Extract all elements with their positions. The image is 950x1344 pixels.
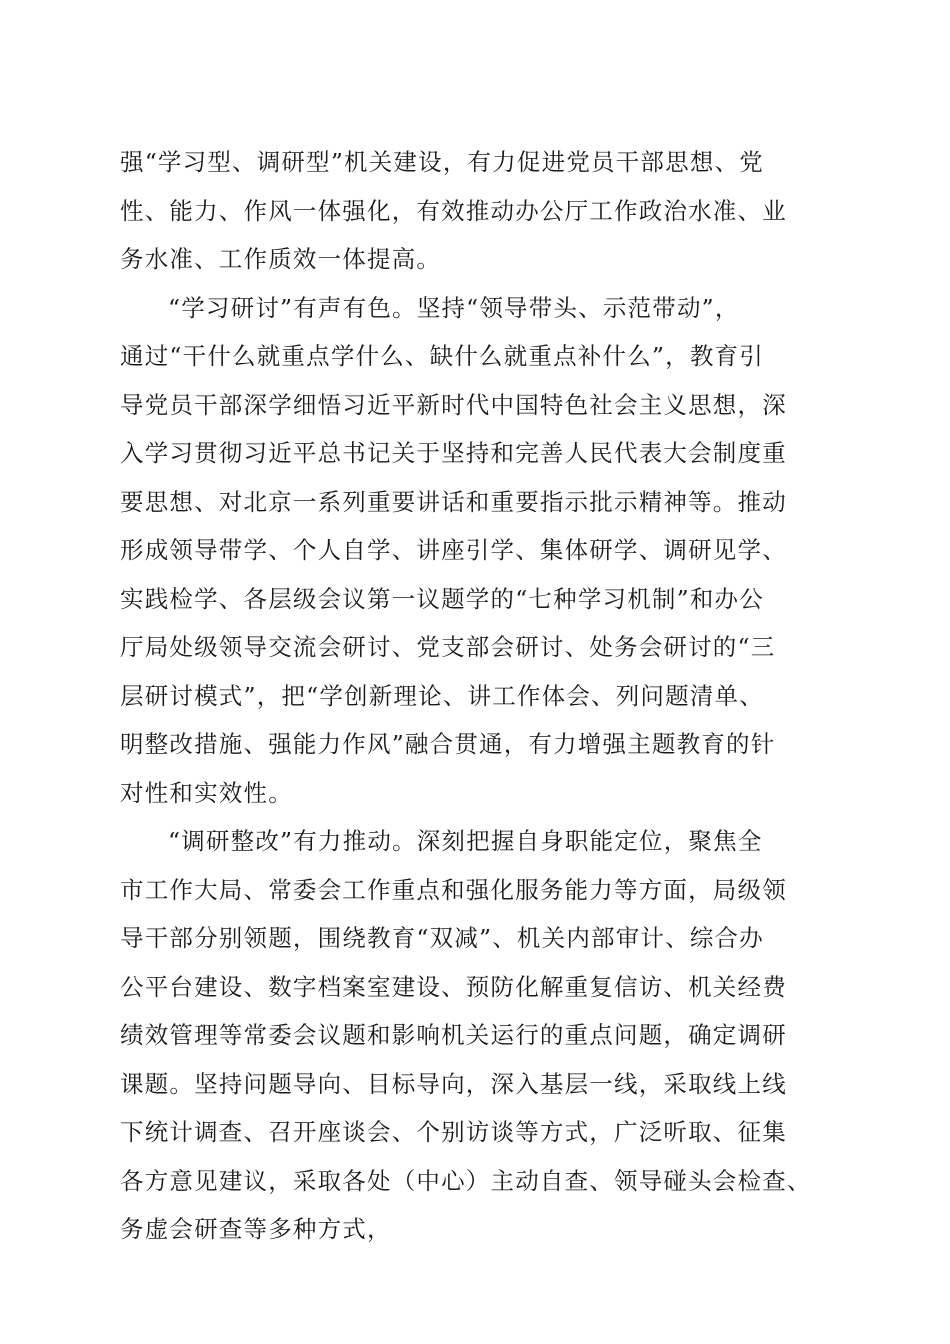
- text-line: 市工作大局、常委会工作重点和强化服务能力等方面，局级领: [120, 875, 787, 904]
- paragraph-research-rectification: [120, 817, 832, 1254]
- text-line: “学习研讨”有声有色。坚持“领导带头、示范带动”，: [168, 293, 740, 322]
- document-body: [120, 138, 832, 1254]
- text-line: 厅局处级领导交流会研讨、党支部会研讨、处务会研讨的“三: [120, 633, 776, 661]
- text-line: 对性和实效性。: [120, 778, 293, 807]
- text-line: 导党员干部深学细悟习近平新时代中国特色社会主义思想，深: [120, 390, 787, 419]
- text-line: 导干部分别领题，围绕教育“双减”、机关内部审计、综合办: [120, 924, 764, 952]
- text-line: 要思想、对北京一系列重要讲话和重要指示批示精神等。推动: [120, 487, 787, 516]
- text-line: 下统计调查、召开座谈会、个别访谈等方式，广泛听取、征集: [120, 1118, 787, 1146]
- text-line: 层研讨模式”，把“学创新理论、讲工作体会、列问题清单、: [120, 681, 764, 710]
- text-line: 性、能力、作风一体强化，有效推动办公厅工作政治水准、业: [120, 196, 787, 225]
- text-line: 形成领导带学、个人自学、讲座引学、集体研学、调研见学、: [120, 536, 787, 564]
- text-line: 务虚会研查等多种方式，: [120, 1215, 392, 1243]
- text-line: 通过“干什么就重点学什么、缺什么就重点补什么”，教育引: [120, 342, 764, 370]
- text-line: 各方意见建议，采取各处（中心）主动自查、领导碰头会检查、: [120, 1166, 812, 1195]
- text-line: 明整改措施、强能力作风”融合贯通，有力增强主题教育的针: [120, 730, 776, 758]
- text-line: 绩效管理等常委会议题和影响机关运行的重点问题，确定调研: [120, 1021, 787, 1049]
- paragraph-study-discussion: [120, 284, 832, 818]
- text-line: 务水准、工作质效一体提高。: [120, 245, 442, 273]
- text-line: 入学习贯彻习近平总书记关于坚持和完善人民代表大会制度重: [120, 439, 787, 467]
- text-line: 强“学习型、调研型”机关建设，有力促进党员干部思想、党: [120, 148, 764, 176]
- text-line: 课题。坚持问题导向、目标导向，深入基层一线，采取线上线: [120, 1069, 787, 1098]
- text-line: “调研整改”有力推动。深刻把握自身职能定位，聚焦全: [168, 827, 763, 855]
- text-line: 公平台建设、数字档案室建设、预防化解重复信访、机关经费: [120, 972, 787, 1001]
- paragraph-continuation: [120, 138, 832, 284]
- text-line: 实践检学、各层级会议第一议题学的“七种学习机制”和办公: [120, 584, 764, 613]
